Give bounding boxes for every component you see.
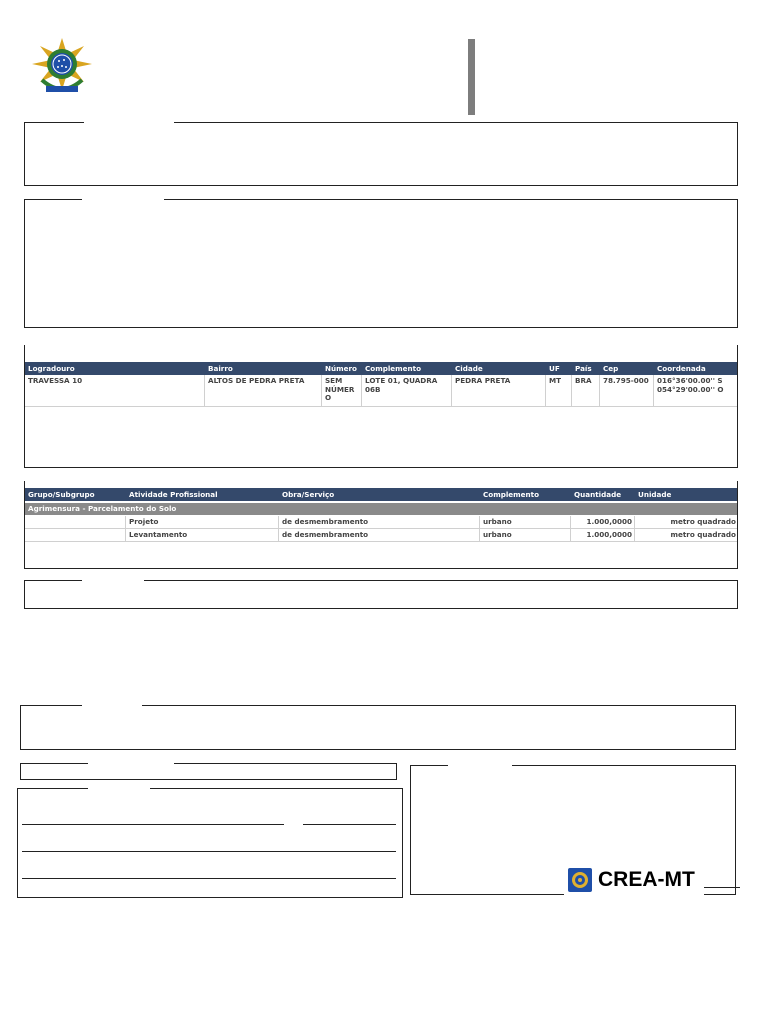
section-box-1-title-gap	[84, 120, 174, 124]
col-coordenada-header: Coordenada	[657, 364, 706, 373]
section-box-2-title-gap	[82, 197, 164, 201]
header-divider-bar	[468, 39, 475, 115]
col-complemento-header: Complemento	[483, 490, 540, 499]
table-row	[25, 516, 737, 529]
col-bairro-header: Bairro	[208, 364, 233, 373]
coat-of-arms-emblem	[26, 36, 98, 98]
endereco-header-row	[25, 362, 737, 375]
col-divider	[653, 375, 654, 406]
signature-line	[22, 851, 396, 852]
col-cidade-header: Cidade	[455, 364, 483, 373]
obra-value: de desmembramento	[282, 517, 369, 526]
col-atividade-header: Atividade Profissional	[129, 490, 218, 499]
section-box-2	[24, 199, 738, 328]
unidade-value: metro quadrado	[670, 517, 736, 526]
complemento-value: urbano	[483, 530, 512, 539]
row-divider	[25, 406, 737, 407]
col-uf-header: UF	[549, 364, 560, 373]
signature-line	[22, 824, 284, 825]
col-divider	[278, 516, 279, 542]
col-divider	[361, 375, 362, 406]
section-box-observacoes	[24, 580, 738, 609]
col-unidade-header: Unidade	[638, 490, 672, 499]
signature-line	[22, 878, 396, 879]
atividade-value: Projeto	[129, 517, 159, 526]
complemento-value: urbano	[483, 517, 512, 526]
col-divider	[321, 375, 322, 406]
subgroup-row	[25, 503, 737, 515]
grupo-value	[25, 529, 126, 541]
col-cep-header: Cep	[603, 364, 619, 373]
cep-value: 78.795-000	[603, 376, 649, 385]
atividade-value: Levantamento	[129, 530, 188, 539]
grupo-value	[25, 516, 126, 528]
col-complemento-header: Complemento	[365, 364, 422, 373]
coordenada-value: 016°36'00.00'' S 054°29'00.00'' O	[657, 376, 724, 394]
col-obra-header: Obra/Serviço	[282, 490, 335, 499]
subgroup-label: Agrimensura - Parcelamento do Solo	[28, 504, 177, 513]
pais-value: BRA	[575, 376, 592, 385]
col-quantidade-header: Quantidade	[574, 490, 622, 499]
quantidade-value: 1.000,0000	[586, 517, 632, 526]
endereco-table	[25, 362, 737, 408]
crea-logo-icon	[568, 868, 592, 892]
atividades-table	[25, 488, 737, 546]
unidade-value: metro quadrado	[670, 530, 736, 539]
col-divider	[599, 375, 600, 406]
col-divider	[634, 516, 635, 542]
signature-box	[17, 788, 403, 898]
uf-value: MT	[549, 376, 562, 385]
section-box-declaracoes-title-gap	[82, 703, 142, 707]
section-box-observacoes-title-gap	[82, 578, 144, 582]
complemento-value: LOTE 01, QUADRA 06B	[365, 376, 438, 394]
col-pais-header: País	[575, 364, 592, 373]
cidade-value: PEDRA PRETA	[455, 376, 511, 385]
date-line	[303, 824, 396, 825]
col-divider	[479, 516, 480, 542]
row-divider	[25, 541, 737, 542]
atividades-header-row	[25, 488, 737, 501]
section-box-assinatura-title-gap	[88, 761, 174, 765]
bairro-value: ALTOS DE PEDRA PRETA	[208, 376, 305, 385]
crea-logo-text: CREA-MT	[598, 868, 695, 891]
col-divider	[571, 375, 572, 406]
logradouro-value: TRAVESSA 10	[28, 376, 83, 385]
col-grupo-header: Grupo/Subgrupo	[28, 490, 95, 499]
endereco-data-row	[25, 375, 737, 406]
col-logradouro-header: Logradouro	[28, 364, 75, 373]
numero-value: SEM NÚMER O	[325, 376, 355, 402]
col-divider	[125, 516, 126, 542]
col-numero-header: Número	[325, 364, 357, 373]
table-row	[25, 529, 737, 542]
quantidade-value: 1.000,0000	[586, 530, 632, 539]
section-box-1	[24, 122, 738, 186]
col-divider	[204, 375, 205, 406]
col-divider	[451, 375, 452, 406]
col-divider	[570, 516, 571, 542]
signature-box-title-gap	[88, 786, 150, 790]
crea-box-title-gap	[448, 763, 512, 767]
obra-value: de desmembramento	[282, 530, 369, 539]
section-box-assinatura-header	[20, 763, 397, 780]
section-box-declaracoes	[20, 705, 736, 750]
col-divider	[545, 375, 546, 406]
crea-box-line	[704, 887, 740, 888]
